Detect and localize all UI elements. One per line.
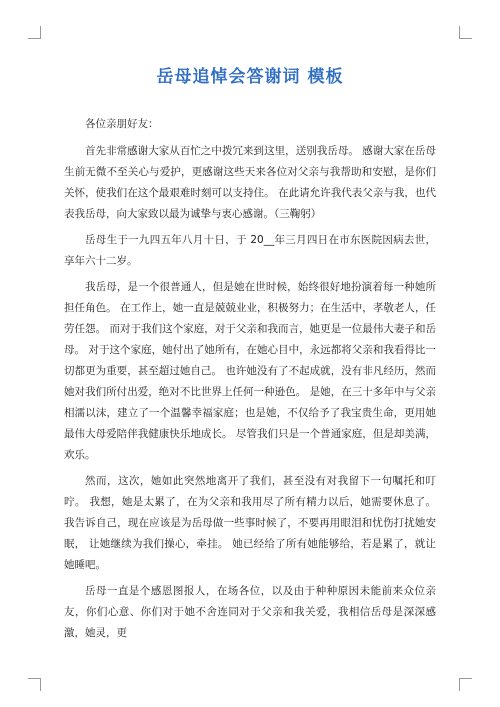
crop-mark-top-right <box>459 26 472 39</box>
crop-mark-top-left <box>28 26 41 39</box>
document-body <box>64 114 436 649</box>
crop-mark-bottom-left <box>28 678 41 691</box>
body-paragraph-1: 首先非常感谢大家从百忙之中拨冗来到这里，送别我岳母。 感谢大家在岳母生前无微不至关心与爱护，更感谢这些天来各位对父亲与我帮助和安慰，是你们关怀，使我们在这个最艰难时刻可以支持住。 在此请允许我代表父亲与我，也代表我岳母，向大家致以最为诚挚与衷心感谢。（三鞠躬） <box>64 145 436 220</box>
body-paragraph-2: 岳母生于一九四五年八月十日，于 20__年三月四日在市东医院因病去世，享年六十二岁。 <box>64 234 436 267</box>
body-paragraph-3: 我岳母，是一个很普通人，但是她在世时候，始终很好地扮演着每一种她所担任角色。 在工作上，她一直是兢兢业业，积极努力；在生活中，孝敬老人，任劳任怨。 而对于我们这个家庭，对于父亲和我而言，她更是一位最伟大妻子和岳母。 对于这个家庭，她付出了她所有，在她心目中，永远都将父亲和我看得比一切都更为重要，甚至超过她自己。 也许她没有了不起成就，没有非凡经历，然而她对我们所付出爱，绝对不比世界上任何一种逊色。 是她，在三十多年中与父亲相濡以沫，建立了一个温馨幸福家庭；也是她，不仅给予了我宝贵生命，更用她最伟大母爱陪伴我健康快乐地成长。 尽管我们只是一个普通家庭，但是却美满，欢乐。 <box>64 281 436 461</box>
document-title: 岳母追悼会答谢词 模板 <box>156 67 344 87</box>
greeting-paragraph: 各位亲朋好友： <box>85 118 159 130</box>
crop-mark-bottom-right <box>459 678 472 691</box>
body-paragraph-4: 然而，这次，她如此突然地离开了我们，甚至没有对我留下一句嘱托和叮咛。 我想，她是太累了，在为父亲和我用尽了所有精力以后，她需要休息了。 我告诉自己，现在应该是为岳母做一些事时候了，不要再用眼泪和忧伤打扰她安眠， 让她继续为我们操心，牵挂。 她已经给了所有她能够给，若是累了，就让她睡吧。 <box>64 475 436 571</box>
body-paragraph-5: 岳母一直是个感恩图报人，在场各位，以及由于种种原因未能前来众位亲友，你们心意、你们对于她不舍连同对于父亲和我关爱，我相信岳母是深深感激，她灵，更 <box>64 585 436 639</box>
